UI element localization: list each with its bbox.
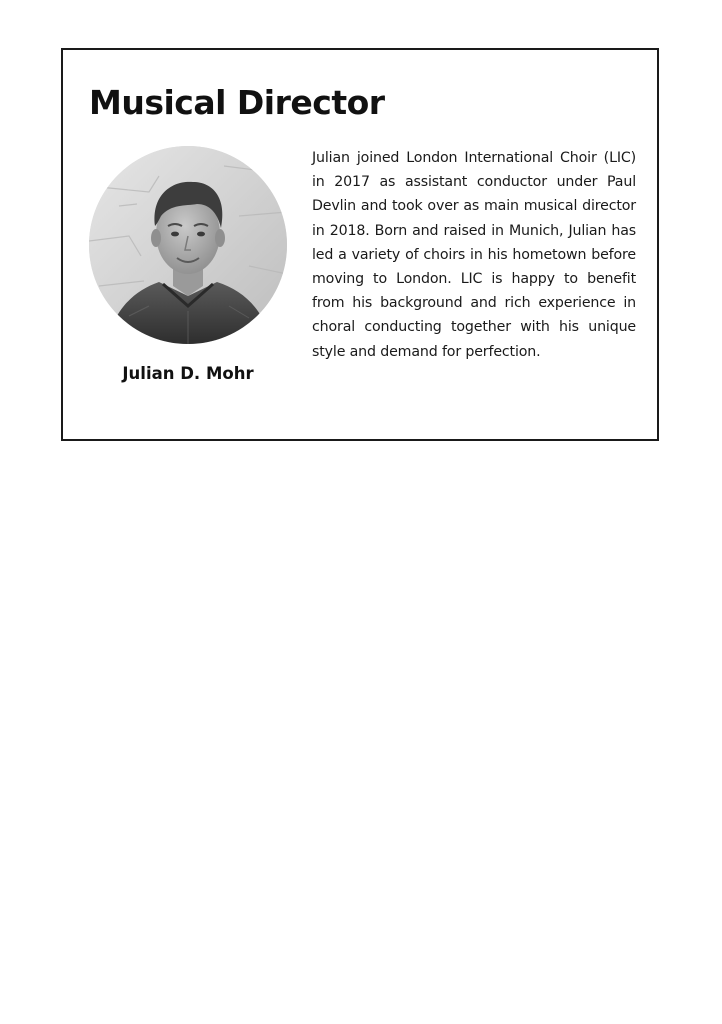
director-card — [61, 48, 659, 441]
section-title: Musical Director — [89, 83, 385, 122]
director-portrait — [89, 146, 287, 344]
director-name: Julian D. Mohr — [122, 364, 254, 383]
director-bio: Julian joined London International Choir (LIC) in 2017 as assistant conductor under Paul Devlin and took over as main musical director in 2018. Born and raised in Munich, Julian has led a variety of choirs in his hometown before moving to London. LIC is happy to benefit from his background and rich experience in choral conducting together with his unique style and demand for perfection. — [312, 150, 636, 360]
